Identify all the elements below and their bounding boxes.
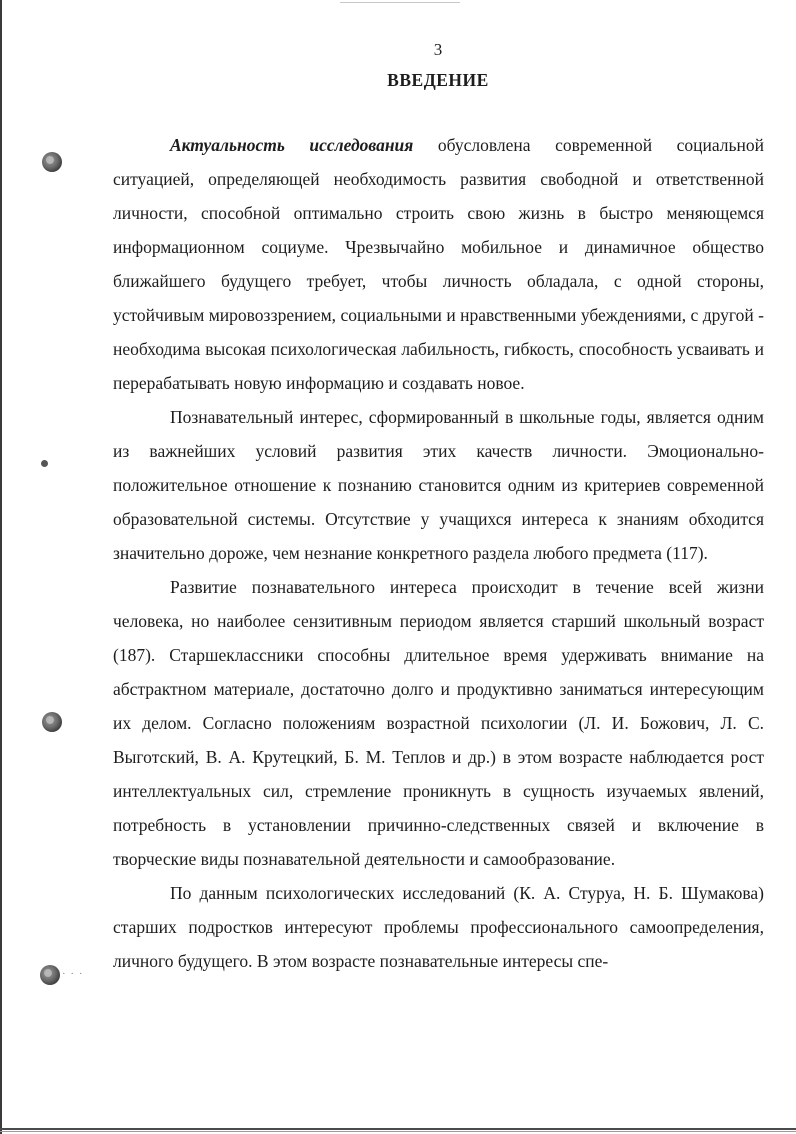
scan-noise-dots: · · · — [62, 968, 84, 980]
paragraph-4: По данным психологических исследований (К. А. Стуруа, Н. Б. Шумакова) старших подростков интересуют проблемы профессионального самоопределения, личного будущего. В этом возрасте познавательные интересы спе- — [113, 883, 764, 971]
scan-left-edge — [0, 0, 2, 1134]
binding-hole-2 — [42, 712, 62, 732]
body-text — [113, 128, 764, 978]
paragraph-1-lead: Актуальность исследования — [170, 135, 414, 155]
scan-top-mark — [340, 2, 460, 3]
binding-hole-3 — [40, 965, 60, 985]
page-number: 3 — [433, 40, 443, 59]
scan-bottom-edge-shadow — [0, 1131, 796, 1132]
binding-hole-1 — [42, 152, 62, 172]
page-title: ВВЕДЕНИЕ — [387, 70, 489, 90]
binding-speck — [41, 460, 48, 467]
paragraph-1-text: обусловлена современной социальной ситуацией, определяющей необходимость развития свободной и ответственной личности, способной оптимально строить свою жизнь в быстро меняющемся информационном социуме. Чрезвычайно мобильное и динамичное общество ближайшего будущего требует, чтобы личность обладала, с одной стороны, устойчивым мировоззрением, социальными и нравственными убеждениями, с другой - необходима высокая психологическая лабильность, гибкость, способность усваивать и перерабатывать новую информацию и создавать новое. — [113, 135, 764, 393]
paragraph-1 — [113, 128, 764, 400]
scan-bottom-edge — [0, 1128, 796, 1130]
paragraph-2: Познавательный интерес, сформированный в школьные годы, является одним из важнейших условий развития этих качеств личности. Эмоционально-положительное отношение к познанию становится одним из критериев современной образовательной системы. Отсутствие у учащихся интереса к знаниям обходится значительно дороже, чем незнание конкретного раздела любого предмета (117). — [113, 407, 764, 563]
paragraph-3: Развитие познавательного интереса происходит в течение всей жизни человека, но наиболее сензитивным периодом является старший школьный возраст (187). Старшеклассники способны длительное время удерживать внимание на абстрактном материале, достаточно долго и продуктивно заниматься интересующим их делом. Согласно положениям возрастной психологии (Л. И. Божович, Л. С. Выготский, В. А. Крутецкий, Б. М. Теплов и др.) в этом возрасте наблюдается рост интеллектуальных сил, стремление проникнуть в сущность изучаемых явлений, потребность в установлении причинно-следственных связей и включение в творческие виды познавательной деятельности и самообразование. — [113, 577, 764, 869]
